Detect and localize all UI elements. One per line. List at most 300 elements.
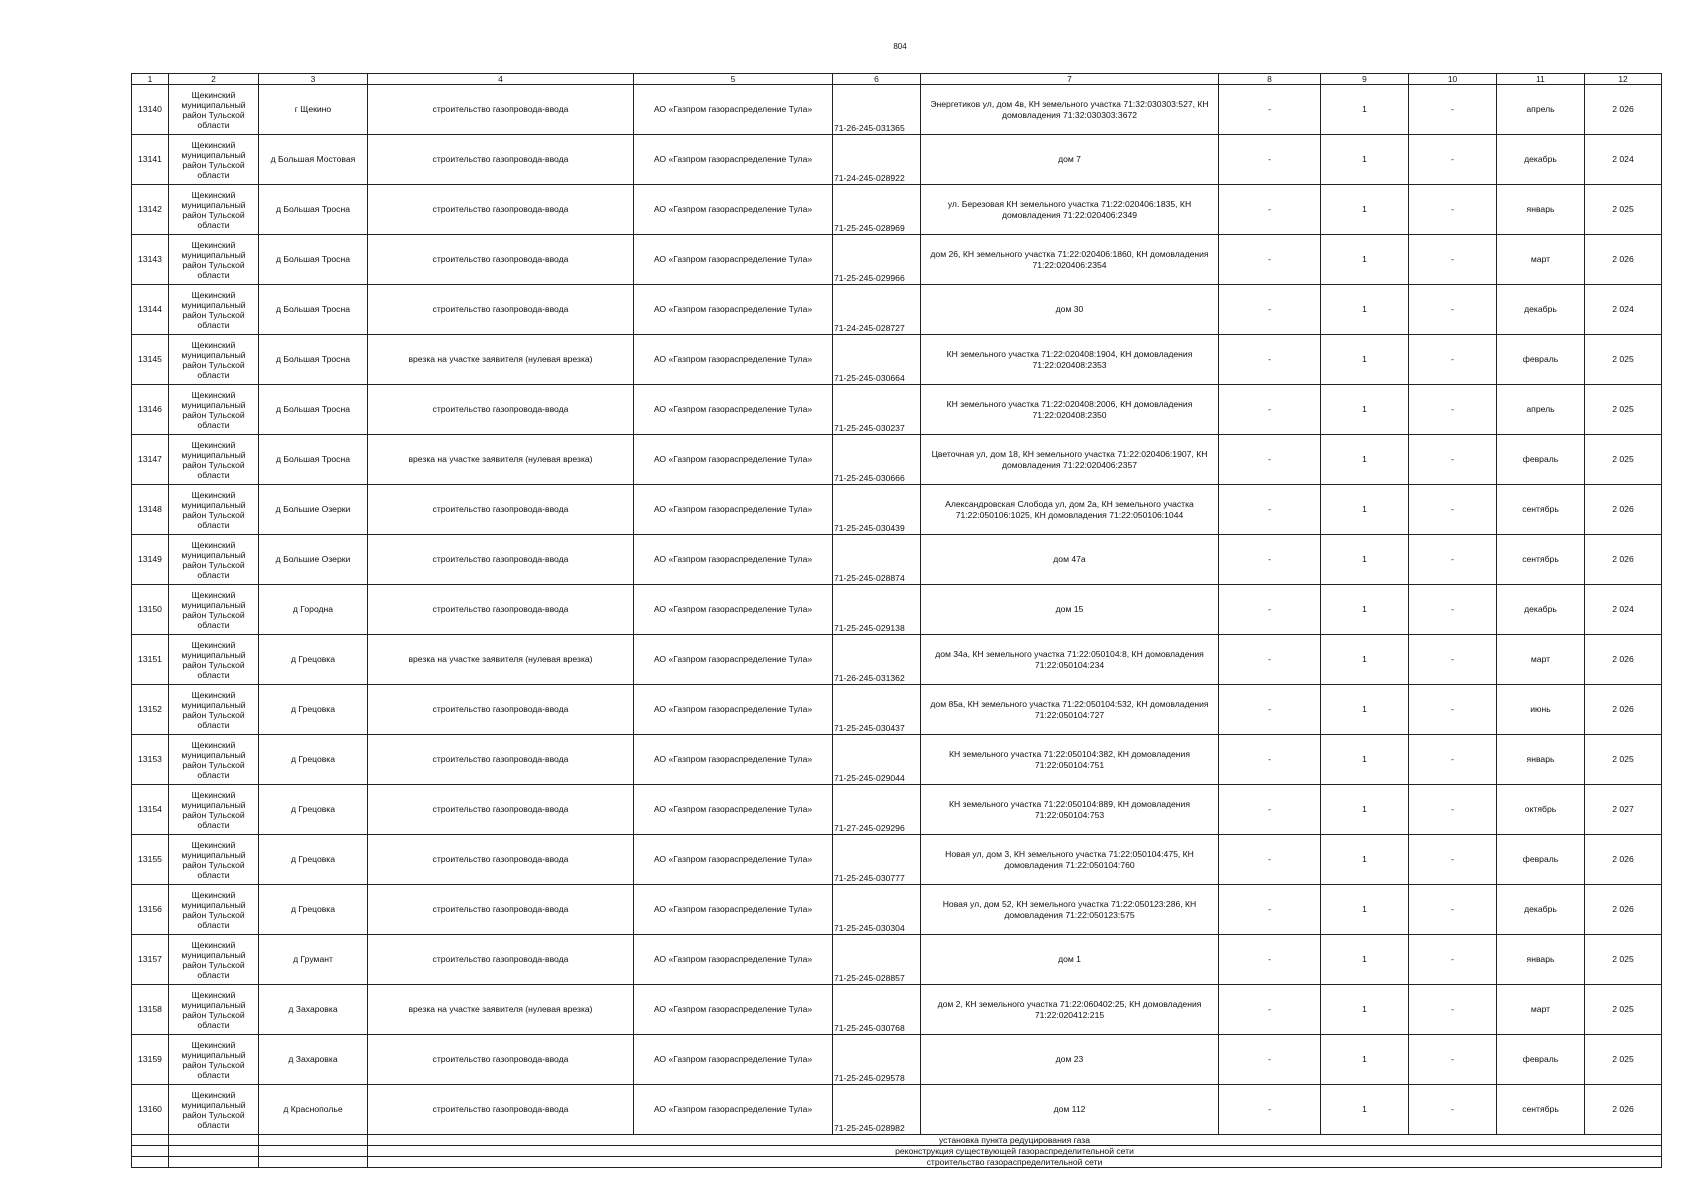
year-cell: 2 025 xyxy=(1585,1035,1662,1085)
code-cell: 71-25-245-030768 xyxy=(833,985,921,1035)
year-cell: 2 026 xyxy=(1585,885,1662,935)
col10-cell: - xyxy=(1409,85,1497,135)
organization-cell: АО «Газпром газораспределение Тула» xyxy=(634,935,833,985)
summary-row xyxy=(132,1135,1662,1146)
month-cell: сентябрь xyxy=(1497,1085,1585,1135)
work-type-cell: строительство газопровода-ввода xyxy=(368,85,634,135)
month-cell: март xyxy=(1497,635,1585,685)
month-cell: декабрь xyxy=(1497,135,1585,185)
organization-cell: АО «Газпром газораспределение Тула» xyxy=(634,785,833,835)
organization-cell: АО «Газпром газораспределение Тула» xyxy=(634,485,833,535)
column-number: 7 xyxy=(921,74,1219,85)
district-cell: Щекинский муниципальный район Тульской области xyxy=(169,135,259,185)
locality-cell: д Большая Тросна xyxy=(259,335,368,385)
district-cell: Щекинский муниципальный район Тульской области xyxy=(169,535,259,585)
address-cell: Энергетиков ул, дом 4в, КН земельного участка 71:32:030303:527, КН домовладения 71:32:030303:3672 xyxy=(921,85,1219,135)
col8-cell: - xyxy=(1219,535,1321,585)
column-number: 6 xyxy=(833,74,921,85)
year-cell: 2 025 xyxy=(1585,185,1662,235)
year-cell: 2 026 xyxy=(1585,835,1662,885)
address-cell: Александровская Слобода ул, дом 2а, КН земельного участка 71:22:050106:1025, КН домовладения 71:22:050106:1044 xyxy=(921,485,1219,535)
gas-connection-table xyxy=(131,73,1662,1168)
year-cell: 2 025 xyxy=(1585,335,1662,385)
locality-cell: д Грецовка xyxy=(259,835,368,885)
table-row xyxy=(132,785,1662,835)
address-cell: дом 34а, КН земельного участка 71:22:050104:8, КН домовладения 71:22:050104:234 xyxy=(921,635,1219,685)
year-cell: 2 026 xyxy=(1585,635,1662,685)
code-cell: 71-25-245-028982 xyxy=(833,1085,921,1135)
col8-cell: - xyxy=(1219,1035,1321,1085)
table-row xyxy=(132,535,1662,585)
district-cell: Щекинский муниципальный район Тульской области xyxy=(169,1085,259,1135)
work-type-cell: строительство газопровода-ввода xyxy=(368,535,634,585)
col8-cell: - xyxy=(1219,635,1321,685)
col8-cell: - xyxy=(1219,185,1321,235)
work-type-cell: строительство газопровода-ввода xyxy=(368,685,634,735)
code-cell: 71-25-245-030439 xyxy=(833,485,921,535)
work-type-cell: строительство газопровода-ввода xyxy=(368,935,634,985)
table-row xyxy=(132,185,1662,235)
row-number: 13145 xyxy=(132,335,169,385)
code-cell: 71-25-245-030437 xyxy=(833,685,921,735)
organization-cell: АО «Газпром газораспределение Тула» xyxy=(634,85,833,135)
col8-cell: - xyxy=(1219,335,1321,385)
col8-cell: - xyxy=(1219,735,1321,785)
address-cell: дом 15 xyxy=(921,585,1219,635)
col9-cell: 1 xyxy=(1321,935,1409,985)
organization-cell: АО «Газпром газораспределение Тула» xyxy=(634,535,833,585)
district-cell: Щекинский муниципальный район Тульской области xyxy=(169,485,259,535)
locality-cell: д Захаровка xyxy=(259,1035,368,1085)
district-cell: Щекинский муниципальный район Тульской области xyxy=(169,235,259,285)
table-row xyxy=(132,585,1662,635)
empty-cell xyxy=(132,1135,169,1146)
row-number: 13149 xyxy=(132,535,169,585)
col8-cell: - xyxy=(1219,1085,1321,1135)
locality-cell: д Большая Тросна xyxy=(259,285,368,335)
col10-cell: - xyxy=(1409,685,1497,735)
table-row xyxy=(132,485,1662,535)
address-cell: КН земельного участка 71:22:020408:1904, КН домовладения 71:22:020408:2353 xyxy=(921,335,1219,385)
empty-cell xyxy=(259,1135,368,1146)
table-body xyxy=(132,85,1662,1168)
organization-cell: АО «Газпром газораспределение Тула» xyxy=(634,885,833,935)
row-number: 13158 xyxy=(132,985,169,1035)
row-number: 13157 xyxy=(132,935,169,985)
year-cell: 2 025 xyxy=(1585,435,1662,485)
empty-cell xyxy=(259,1157,368,1168)
address-cell: дом 7 xyxy=(921,135,1219,185)
summary-row xyxy=(132,1146,1662,1157)
address-cell: дом 2, КН земельного участка 71:22:060402:25, КН домовладения 71:22:020412:215 xyxy=(921,985,1219,1035)
organization-cell: АО «Газпром газораспределение Тула» xyxy=(634,335,833,385)
organization-cell: АО «Газпром газораспределение Тула» xyxy=(634,985,833,1035)
row-number: 13156 xyxy=(132,885,169,935)
column-number: 9 xyxy=(1321,74,1409,85)
code-cell: 71-24-245-028922 xyxy=(833,135,921,185)
address-cell: Цветочная ул, дом 18, КН земельного участка 71:22:020406:1907, КН домовладения 71:22:020406:2357 xyxy=(921,435,1219,485)
organization-cell: АО «Газпром газораспределение Тула» xyxy=(634,385,833,435)
district-cell: Щекинский муниципальный район Тульской области xyxy=(169,935,259,985)
code-cell: 71-25-245-029044 xyxy=(833,735,921,785)
col9-cell: 1 xyxy=(1321,1035,1409,1085)
month-cell: июнь xyxy=(1497,685,1585,735)
empty-cell xyxy=(132,1146,169,1157)
year-cell: 2 025 xyxy=(1585,735,1662,785)
locality-cell: д Краснополье xyxy=(259,1085,368,1135)
work-type-cell: строительство газопровода-ввода xyxy=(368,485,634,535)
col8-cell: - xyxy=(1219,135,1321,185)
column-number: 5 xyxy=(634,74,833,85)
col10-cell: - xyxy=(1409,585,1497,635)
address-cell: ул. Березовая КН земельного участка 71:22:020406:1835, КН домовладения 71:22:020406:2349 xyxy=(921,185,1219,235)
col8-cell: - xyxy=(1219,435,1321,485)
locality-cell: д Большая Тросна xyxy=(259,435,368,485)
locality-cell: д Грецовка xyxy=(259,885,368,935)
code-cell: 71-26-245-031365 xyxy=(833,85,921,135)
address-cell: КН земельного участка 71:22:050104:382, КН домовладения 71:22:050104:751 xyxy=(921,735,1219,785)
work-type-cell: строительство газопровода-ввода xyxy=(368,285,634,335)
year-cell: 2 025 xyxy=(1585,985,1662,1035)
row-number: 13154 xyxy=(132,785,169,835)
district-cell: Щекинский муниципальный район Тульской области xyxy=(169,435,259,485)
row-number: 13160 xyxy=(132,1085,169,1135)
col10-cell: - xyxy=(1409,135,1497,185)
col9-cell: 1 xyxy=(1321,1085,1409,1135)
col10-cell: - xyxy=(1409,735,1497,785)
table-row xyxy=(132,635,1662,685)
district-cell: Щекинский муниципальный район Тульской области xyxy=(169,335,259,385)
month-cell: сентябрь xyxy=(1497,535,1585,585)
work-type-cell: строительство газопровода-ввода xyxy=(368,585,634,635)
work-type-cell: врезка на участке заявителя (нулевая врезка) xyxy=(368,335,634,385)
col9-cell: 1 xyxy=(1321,85,1409,135)
col8-cell: - xyxy=(1219,835,1321,885)
col10-cell: - xyxy=(1409,935,1497,985)
table-row xyxy=(132,1085,1662,1135)
locality-cell: д Грумант xyxy=(259,935,368,985)
year-cell: 2 025 xyxy=(1585,385,1662,435)
work-type-cell: строительство газопровода-ввода xyxy=(368,1085,634,1135)
col10-cell: - xyxy=(1409,1035,1497,1085)
month-cell: октябрь xyxy=(1497,785,1585,835)
row-number: 13141 xyxy=(132,135,169,185)
code-cell: 71-25-245-029578 xyxy=(833,1035,921,1085)
table-row xyxy=(132,685,1662,735)
col10-cell: - xyxy=(1409,435,1497,485)
address-cell: Новая ул, дом 3, КН земельного участка 71:22:050104:475, КН домовладения 71:22:050104:760 xyxy=(921,835,1219,885)
month-cell: декабрь xyxy=(1497,285,1585,335)
month-cell: сентябрь xyxy=(1497,485,1585,535)
organization-cell: АО «Газпром газораспределение Тула» xyxy=(634,1035,833,1085)
row-number: 13159 xyxy=(132,1035,169,1085)
summary-label: установка пункта редуцирования газа xyxy=(368,1135,1662,1146)
month-cell: декабрь xyxy=(1497,585,1585,635)
col10-cell: - xyxy=(1409,785,1497,835)
column-number-row xyxy=(132,74,1662,85)
col8-cell: - xyxy=(1219,235,1321,285)
table-row xyxy=(132,285,1662,335)
row-number: 13148 xyxy=(132,485,169,535)
address-cell: дом 30 xyxy=(921,285,1219,335)
locality-cell: г Щекино xyxy=(259,85,368,135)
month-cell: февраль xyxy=(1497,1035,1585,1085)
code-cell: 71-26-245-031362 xyxy=(833,635,921,685)
organization-cell: АО «Газпром газораспределение Тула» xyxy=(634,835,833,885)
col10-cell: - xyxy=(1409,1085,1497,1135)
locality-cell: д Большая Мостовая xyxy=(259,135,368,185)
table-row xyxy=(132,835,1662,885)
code-cell: 71-25-245-028874 xyxy=(833,535,921,585)
row-number: 13153 xyxy=(132,735,169,785)
district-cell: Щекинский муниципальный район Тульской области xyxy=(169,585,259,635)
month-cell: март xyxy=(1497,235,1585,285)
column-number: 11 xyxy=(1497,74,1585,85)
row-number: 13143 xyxy=(132,235,169,285)
code-cell: 71-27-245-029296 xyxy=(833,785,921,835)
work-type-cell: строительство газопровода-ввода xyxy=(368,735,634,785)
month-cell: январь xyxy=(1497,935,1585,985)
col8-cell: - xyxy=(1219,685,1321,735)
col8-cell: - xyxy=(1219,485,1321,535)
work-type-cell: строительство газопровода-ввода xyxy=(368,135,634,185)
row-number: 13150 xyxy=(132,585,169,635)
district-cell: Щекинский муниципальный район Тульской области xyxy=(169,185,259,235)
col9-cell: 1 xyxy=(1321,535,1409,585)
col10-cell: - xyxy=(1409,885,1497,935)
col10-cell: - xyxy=(1409,335,1497,385)
document-table-wrapper xyxy=(131,73,1662,1168)
work-type-cell: врезка на участке заявителя (нулевая врезка) xyxy=(368,435,634,485)
year-cell: 2 027 xyxy=(1585,785,1662,835)
organization-cell: АО «Газпром газораспределение Тула» xyxy=(634,185,833,235)
address-cell: дом 47а xyxy=(921,535,1219,585)
code-cell: 71-24-245-028727 xyxy=(833,285,921,335)
col9-cell: 1 xyxy=(1321,335,1409,385)
col10-cell: - xyxy=(1409,285,1497,335)
col8-cell: - xyxy=(1219,385,1321,435)
organization-cell: АО «Газпром газораспределение Тула» xyxy=(634,735,833,785)
table-row xyxy=(132,935,1662,985)
empty-cell xyxy=(169,1135,259,1146)
address-cell: КН земельного участка 71:22:020408:2006, КН домовладения 71:22:020408:2350 xyxy=(921,385,1219,435)
table-row xyxy=(132,985,1662,1035)
column-number: 8 xyxy=(1219,74,1321,85)
summary-label: строительство газораспределительной сети xyxy=(368,1157,1662,1168)
locality-cell: д Большая Тросна xyxy=(259,385,368,435)
col8-cell: - xyxy=(1219,885,1321,935)
col8-cell: - xyxy=(1219,985,1321,1035)
month-cell: март xyxy=(1497,985,1585,1035)
address-cell: дом 26, КН земельного участка 71:22:020406:1860, КН домовладения 71:22:020406:2354 xyxy=(921,235,1219,285)
col9-cell: 1 xyxy=(1321,235,1409,285)
year-cell: 2 026 xyxy=(1585,485,1662,535)
address-cell: Новая ул, дом 52, КН земельного участка 71:22:050123:286, КН домовладения 71:22:050123:575 xyxy=(921,885,1219,935)
code-cell: 71-25-245-030237 xyxy=(833,385,921,435)
col8-cell: - xyxy=(1219,785,1321,835)
code-cell: 71-25-245-030664 xyxy=(833,335,921,385)
column-number: 1 xyxy=(132,74,169,85)
year-cell: 2 026 xyxy=(1585,235,1662,285)
district-cell: Щекинский муниципальный район Тульской области xyxy=(169,985,259,1035)
year-cell: 2 026 xyxy=(1585,85,1662,135)
table-row xyxy=(132,435,1662,485)
organization-cell: АО «Газпром газораспределение Тула» xyxy=(634,1085,833,1135)
year-cell: 2 026 xyxy=(1585,1085,1662,1135)
district-cell: Щекинский муниципальный район Тульской области xyxy=(169,885,259,935)
table-row xyxy=(132,735,1662,785)
code-cell: 71-25-245-028969 xyxy=(833,185,921,235)
empty-cell xyxy=(169,1157,259,1168)
col9-cell: 1 xyxy=(1321,135,1409,185)
year-cell: 2 024 xyxy=(1585,585,1662,635)
organization-cell: АО «Газпром газораспределение Тула» xyxy=(634,285,833,335)
month-cell: февраль xyxy=(1497,435,1585,485)
row-number: 13147 xyxy=(132,435,169,485)
col8-cell: - xyxy=(1219,585,1321,635)
col9-cell: 1 xyxy=(1321,185,1409,235)
work-type-cell: врезка на участке заявителя (нулевая врезка) xyxy=(368,635,634,685)
work-type-cell: строительство газопровода-ввода xyxy=(368,885,634,935)
col9-cell: 1 xyxy=(1321,985,1409,1035)
column-number: 2 xyxy=(169,74,259,85)
col9-cell: 1 xyxy=(1321,785,1409,835)
address-cell: КН земельного участка 71:22:050104:889, КН домовладения 71:22:050104:753 xyxy=(921,785,1219,835)
col8-cell: - xyxy=(1219,285,1321,335)
district-cell: Щекинский муниципальный район Тульской области xyxy=(169,1035,259,1085)
district-cell: Щекинский муниципальный район Тульской области xyxy=(169,385,259,435)
col9-cell: 1 xyxy=(1321,735,1409,785)
col9-cell: 1 xyxy=(1321,835,1409,885)
code-cell: 71-25-245-028857 xyxy=(833,935,921,985)
year-cell: 2 026 xyxy=(1585,685,1662,735)
month-cell: январь xyxy=(1497,735,1585,785)
col10-cell: - xyxy=(1409,485,1497,535)
col9-cell: 1 xyxy=(1321,385,1409,435)
col10-cell: - xyxy=(1409,385,1497,435)
col9-cell: 1 xyxy=(1321,585,1409,635)
district-cell: Щекинский муниципальный район Тульской области xyxy=(169,835,259,885)
work-type-cell: строительство газопровода-ввода xyxy=(368,835,634,885)
table-row xyxy=(132,335,1662,385)
empty-cell xyxy=(132,1157,169,1168)
locality-cell: д Грецовка xyxy=(259,635,368,685)
col10-cell: - xyxy=(1409,835,1497,885)
district-cell: Щекинский муниципальный район Тульской области xyxy=(169,285,259,335)
col10-cell: - xyxy=(1409,635,1497,685)
col9-cell: 1 xyxy=(1321,885,1409,935)
locality-cell: д Большие Озерки xyxy=(259,485,368,535)
empty-cell xyxy=(169,1146,259,1157)
year-cell: 2 025 xyxy=(1585,935,1662,985)
year-cell: 2 024 xyxy=(1585,285,1662,335)
table-row xyxy=(132,1035,1662,1085)
district-cell: Щекинский муниципальный район Тульской области xyxy=(169,785,259,835)
column-number: 3 xyxy=(259,74,368,85)
work-type-cell: строительство газопровода-ввода xyxy=(368,1035,634,1085)
locality-cell: д Грецовка xyxy=(259,785,368,835)
row-number: 13140 xyxy=(132,85,169,135)
empty-cell xyxy=(259,1146,368,1157)
column-number: 10 xyxy=(1409,74,1497,85)
locality-cell: д Городна xyxy=(259,585,368,635)
row-number: 13146 xyxy=(132,385,169,435)
organization-cell: АО «Газпром газораспределение Тула» xyxy=(634,435,833,485)
column-number: 4 xyxy=(368,74,634,85)
code-cell: 71-25-245-030304 xyxy=(833,885,921,935)
locality-cell: д Грецовка xyxy=(259,685,368,735)
table-row xyxy=(132,235,1662,285)
month-cell: февраль xyxy=(1497,835,1585,885)
district-cell: Щекинский муниципальный район Тульской области xyxy=(169,735,259,785)
summary-row xyxy=(132,1157,1662,1168)
address-cell: дом 85а, КН земельного участка 71:22:050104:532, КН домовладения 71:22:050104:727 xyxy=(921,685,1219,735)
year-cell: 2 024 xyxy=(1585,135,1662,185)
month-cell: январь xyxy=(1497,185,1585,235)
summary-label: реконструкция существующей газораспределительной сети xyxy=(368,1146,1662,1157)
year-cell: 2 026 xyxy=(1585,535,1662,585)
work-type-cell: строительство газопровода-ввода xyxy=(368,235,634,285)
col10-cell: - xyxy=(1409,235,1497,285)
code-cell: 71-25-245-030666 xyxy=(833,435,921,485)
month-cell: апрель xyxy=(1497,385,1585,435)
col9-cell: 1 xyxy=(1321,685,1409,735)
address-cell: дом 112 xyxy=(921,1085,1219,1135)
table-row xyxy=(132,885,1662,935)
address-cell: дом 1 xyxy=(921,935,1219,985)
locality-cell: д Большая Тросна xyxy=(259,185,368,235)
code-cell: 71-25-245-030777 xyxy=(833,835,921,885)
code-cell: 71-25-245-029966 xyxy=(833,235,921,285)
work-type-cell: строительство газопровода-ввода xyxy=(368,185,634,235)
organization-cell: АО «Газпром газораспределение Тула» xyxy=(634,635,833,685)
address-cell: дом 23 xyxy=(921,1035,1219,1085)
col10-cell: - xyxy=(1409,985,1497,1035)
locality-cell: д Грецовка xyxy=(259,735,368,785)
row-number: 13151 xyxy=(132,635,169,685)
row-number: 13142 xyxy=(132,185,169,235)
col8-cell: - xyxy=(1219,85,1321,135)
column-number: 12 xyxy=(1585,74,1662,85)
month-cell: февраль xyxy=(1497,335,1585,385)
locality-cell: д Захаровка xyxy=(259,985,368,1035)
page-number: 804 xyxy=(893,42,907,51)
row-number: 13144 xyxy=(132,285,169,335)
district-cell: Щекинский муниципальный район Тульской области xyxy=(169,685,259,735)
locality-cell: д Большие Озерки xyxy=(259,535,368,585)
col8-cell: - xyxy=(1219,935,1321,985)
organization-cell: АО «Газпром газораспределение Тула» xyxy=(634,135,833,185)
col9-cell: 1 xyxy=(1321,435,1409,485)
district-cell: Щекинский муниципальный район Тульской области xyxy=(169,635,259,685)
work-type-cell: врезка на участке заявителя (нулевая врезка) xyxy=(368,985,634,1035)
col9-cell: 1 xyxy=(1321,285,1409,335)
month-cell: апрель xyxy=(1497,85,1585,135)
organization-cell: АО «Газпром газораспределение Тула» xyxy=(634,235,833,285)
col10-cell: - xyxy=(1409,185,1497,235)
locality-cell: д Большая Тросна xyxy=(259,235,368,285)
work-type-cell: строительство газопровода-ввода xyxy=(368,785,634,835)
district-cell: Щекинский муниципальный район Тульской области xyxy=(169,85,259,135)
organization-cell: АО «Газпром газораспределение Тула» xyxy=(634,685,833,735)
col9-cell: 1 xyxy=(1321,485,1409,535)
work-type-cell: строительство газопровода-ввода xyxy=(368,385,634,435)
code-cell: 71-25-245-029138 xyxy=(833,585,921,635)
table-row xyxy=(132,85,1662,135)
row-number: 13155 xyxy=(132,835,169,885)
col10-cell: - xyxy=(1409,535,1497,585)
col9-cell: 1 xyxy=(1321,635,1409,685)
